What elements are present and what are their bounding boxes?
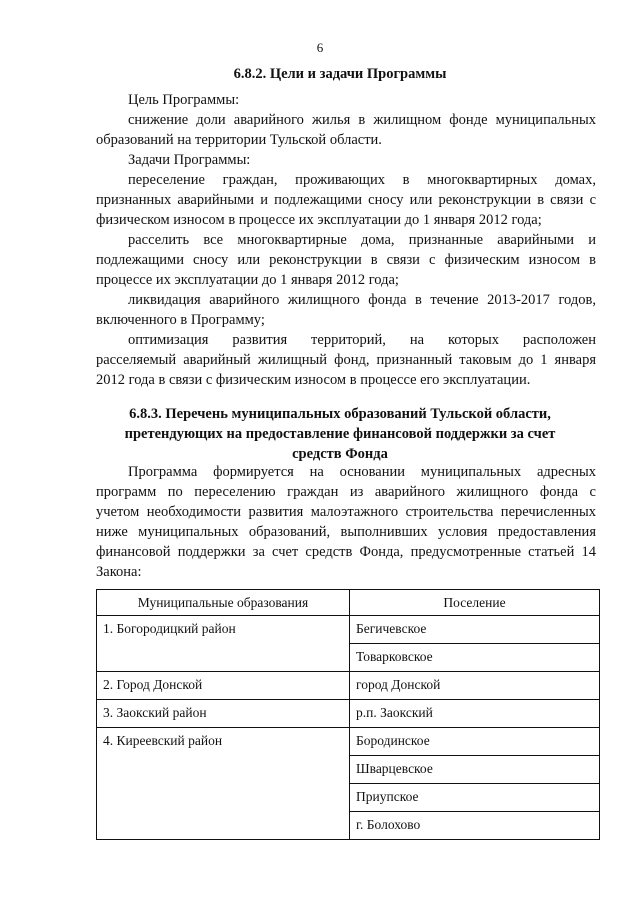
settlement-cell: Приупское [350,784,600,812]
table-header-row [97,590,600,616]
table-row [97,672,600,700]
header-municipality: Муниципальные образования [97,590,350,616]
municipalities-table [96,589,600,840]
settlement-cell: Бородинское [350,728,600,756]
settlement-cell: р.п. Заокский [350,700,600,728]
task-2-paragraph: расселить все многоквартирные дома, признанные аварийными и подлежащими сносу или реконструкции в связи с физическим износом в процессе их эксплуатации до 1 января 2012 года; [96,232,596,288]
settlement-cell: г. Болохово [350,812,600,840]
table-row [97,616,600,644]
municipality-cell: 4. Киреевский район [97,728,350,840]
table-row [97,700,600,728]
program-paragraph: Программа формируется на основании муниципальных адресных программ по переселению граждан из аварийного жилищного фонда с учетом необходимости развития малоэтажного строительства перечисленных ниже муниципальных образований, выполнивших условия предоставления финансовой поддержки за счет средств Фонда, предусмотренные статьей 14 Закона: [96,464,596,580]
section-heading-goals: 6.8.2. Цели и задачи Программы [233,66,447,82]
settlement-cell: Шварцевское [350,756,600,784]
settlement-cell: Товарковское [350,644,600,672]
task-1-paragraph: переселение граждан, проживающих в многоквартирных домах, признанных аварийными и подлежащими сносу или реконструкции в связи с физическом износом в процессе их эксплуатации до 1 января 2012 года; [96,172,596,228]
header-settlement: Поселение [350,590,600,616]
municipality-cell: 2. Город Донской [97,672,350,700]
goal-label: Цель Программы: [128,92,240,108]
task-3-paragraph: ликвидация аварийного жилищного фонда в течение 2013-2017 годов, включенного в Программу; [96,292,596,328]
tasks-label: Задачи Программы: [128,152,251,168]
goal-paragraph: снижение доли аварийного жилья в жилищном фонде муниципальных образований на территории Тульской области. [96,112,596,148]
municipality-cell: 3. Заокский район [97,700,350,728]
section-heading-municipalities: 6.8.3. Перечень муниципальных образований Тульской области, претендующих на предоставление финансовой поддержки за счет средств Фонда [124,406,556,462]
municipality-cell: 1. Богородицкий район [97,616,350,672]
page-number: 6 [316,40,324,55]
settlement-cell: Бегичевское [350,616,600,644]
settlement-cell: город Донской [350,672,600,700]
table-row [97,728,600,756]
task-4-paragraph: оптимизация развития территорий, на которых расположен расселяемый аварийный жилищный фонд, признанный таковым до 1 января 2012 года в связи с физическим износом в процессе его эксплуатации. [96,332,596,388]
